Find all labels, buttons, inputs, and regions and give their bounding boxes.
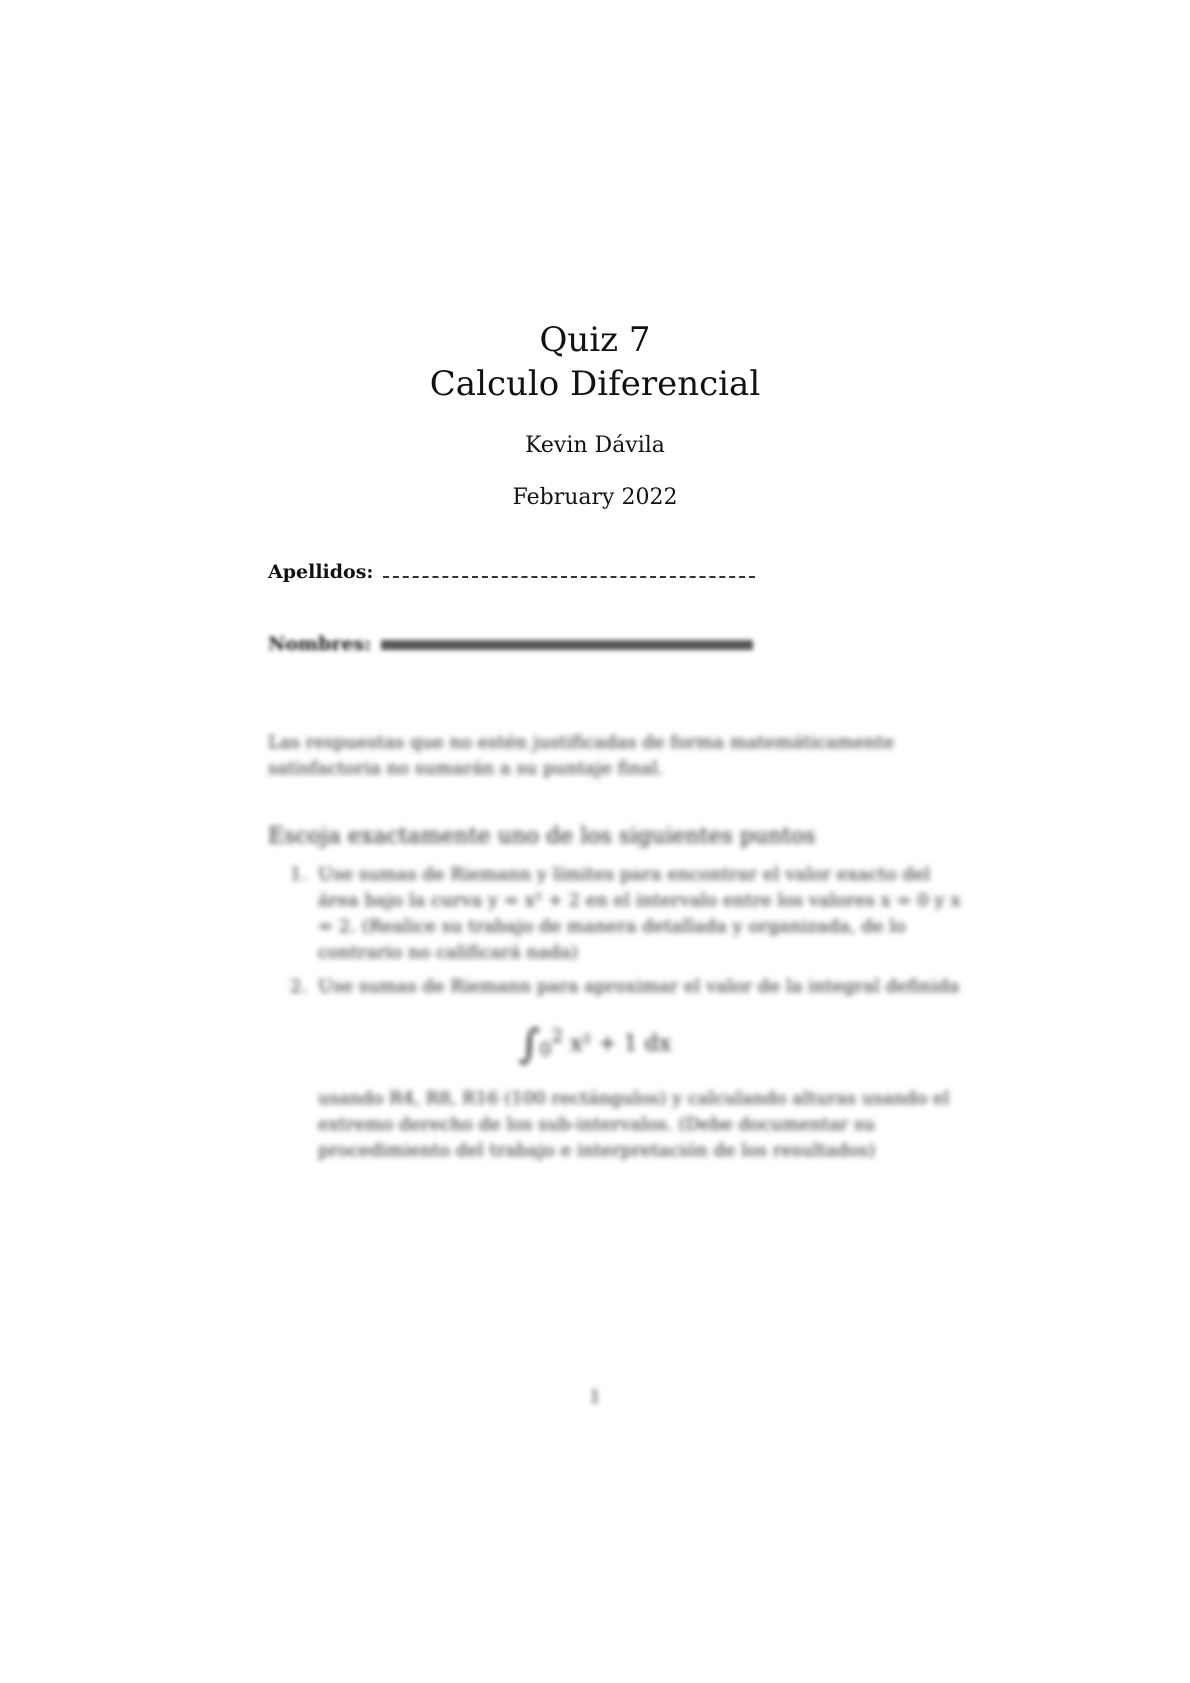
section-heading: Escoja exactamente uno de los siguientes puntos	[268, 824, 816, 849]
author-name: Kevin Dávila	[525, 433, 665, 458]
list-item-number: 1.	[290, 864, 308, 885]
page-number: 1	[589, 1387, 601, 1408]
integral-expression	[0, 1022, 1190, 1066]
apellidos-label: Apellidos:	[268, 561, 374, 583]
intro-paragraph: Las respuestas que no estén justificadas de forma matemáticamente satisfactoria no sumarán a su puntaje final.	[268, 732, 895, 779]
integrand: x² + 1 dx	[570, 1031, 672, 1057]
apellidos-field	[268, 560, 755, 584]
integral-upper-limit: 2	[551, 1026, 564, 1047]
list-item	[290, 974, 970, 1000]
document-title: Quiz 7	[539, 320, 651, 360]
integral-sign-icon: ∫	[518, 1021, 540, 1068]
nombres-label: Nombres:	[268, 633, 372, 655]
nombres-field	[268, 632, 753, 656]
integral-lower-limit: 0	[539, 1039, 552, 1061]
list-item-number: 2.	[290, 976, 308, 997]
nombres-blank-line	[381, 640, 753, 650]
list-item-text: Use sumas de Riemann para aproximar el valor de la integral definida	[318, 976, 960, 997]
integral-followup-text: usando R4, R8, R16 (100 rectángulos) y calculando alturas usando el extremo derecho de los sub-intervalos. (Debe documentar su procedimiento del trabajo e interpretación de los resultados)	[318, 1088, 950, 1161]
document-subtitle: Calculo Diferencial	[429, 364, 761, 404]
list-item-text: Use sumas de Riemann y límites para encontrar el valor exacto del área bajo la curva y = x² + 2 en el intervalo entre los valores x = 0 y x = 2. (Realice su trabajo de manera detallada y organizada, de lo contrario no calificará nada)	[318, 864, 961, 963]
list-item	[290, 862, 970, 966]
document-date: February 2022	[512, 485, 678, 510]
apellidos-blank-line	[383, 572, 755, 578]
